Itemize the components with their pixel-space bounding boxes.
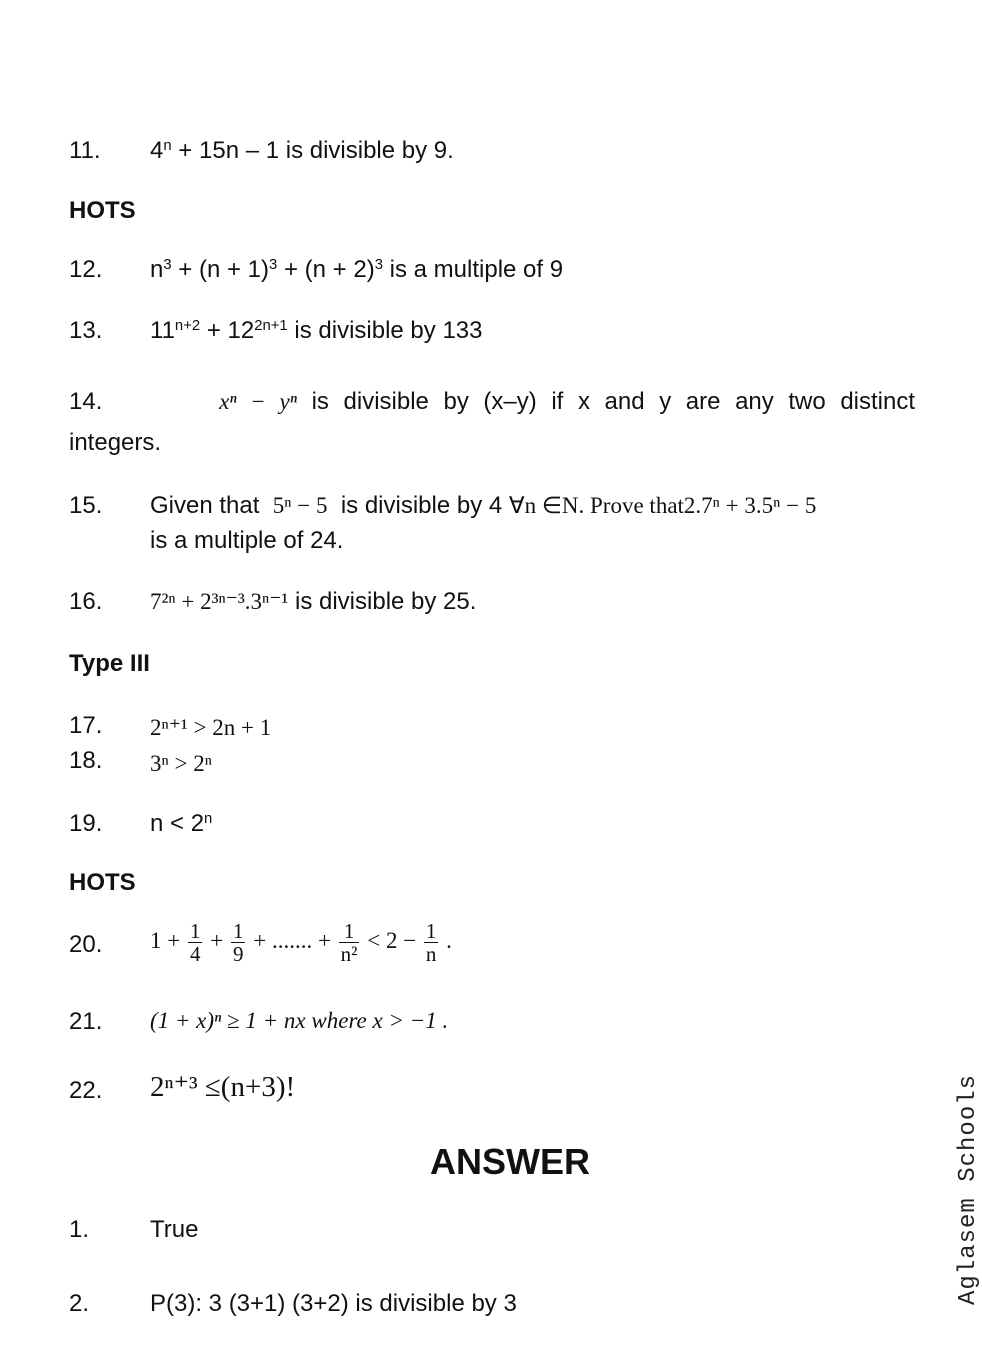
math-expression: 5ⁿ − 5 — [272, 493, 328, 518]
math-expression: 2.7ⁿ + 3.5ⁿ − 5 — [683, 493, 817, 518]
item-number: 11. — [69, 137, 101, 164]
math-expression: (1 + x)ⁿ ≥ 1 + nx where x > −1 . — [150, 1008, 449, 1033]
math-expression: 2ⁿ⁺³ ≤(n+3)! — [150, 1071, 296, 1103]
item-number: 22. — [69, 1077, 103, 1104]
problem-statement: $n^3 + (n + 1)^3 + (n + 2)^3$ is a multiple of 9 — [150, 256, 564, 283]
problem-continuation: is a multiple of 24. — [150, 527, 344, 554]
answer-heading: ANSWER — [430, 1141, 590, 1182]
item-number: 18. — [69, 747, 103, 774]
problem-statement: $n < 2^n$ — [150, 810, 213, 837]
fraction: $\frac{1}{\text{n²}}$ — [340, 919, 358, 967]
math-expression: xⁿ − yⁿ — [219, 389, 297, 414]
item-number: 13. — [69, 317, 103, 344]
math-inequality: 1 + $\frac{1}{4}$ + $\frac{1}{9}$ + ....... + $\frac{1}{\text{n²}}$ < 2 − $\frac{1}{n}$ . — [150, 919, 452, 967]
math-expression: 3ⁿ > 2ⁿ — [150, 751, 212, 776]
problem-statement: Given that 5ⁿ − 5 is divisible by 4 ∀n ∈N. Prove that2.7ⁿ + 3.5ⁿ − 5 — [150, 492, 817, 519]
item-number: 19. — [69, 810, 103, 837]
answer-number: 2. — [69, 1290, 90, 1317]
item-number: 15. — [69, 492, 103, 519]
item-number: 12. — [69, 256, 103, 283]
answer-text: True — [150, 1216, 199, 1243]
item-number: 16. — [69, 588, 103, 615]
section-heading-hots: HOTS — [69, 869, 136, 896]
problem-statement: $11^{n+2} + 12^{2n+1}$ is divisible by 133 — [150, 317, 483, 344]
problem-statement: 7²ⁿ + 2³ⁿ⁻³.3ⁿ⁻¹ is divisible by 25. — [150, 588, 477, 615]
item-number: 17. — [69, 712, 103, 739]
problem-continuation: integers. — [69, 429, 162, 456]
math-expression: 7²ⁿ + 2³ⁿ⁻³.3ⁿ⁻¹ — [150, 589, 289, 614]
item-number: 21. — [69, 1008, 103, 1035]
section-heading-hots: HOTS — [69, 197, 136, 224]
fraction: $\frac{1}{9}$ — [232, 919, 244, 967]
watermark: Aglasem Schools — [955, 1073, 982, 1305]
fraction: $\frac{1}{n}$ — [425, 919, 437, 967]
answer-text: P(3): 3 (3+1) (3+2) is divisible by 3 — [150, 1290, 517, 1317]
math-expression: 2ⁿ⁺¹ > 2n + 1 — [150, 715, 272, 740]
item-number: 20. — [69, 931, 103, 958]
fraction: $\frac{1}{4}$ — [189, 919, 201, 967]
section-heading-type-iii: Type III — [69, 650, 150, 677]
problem-statement: $4^n + 15n - 1$ is divisible by 9. — [150, 137, 454, 164]
problem-statement-14: 14. xⁿ − yⁿ is divisible by (x–y) if x and y are any two distinct — [69, 388, 916, 415]
answer-number: 1. — [69, 1216, 90, 1243]
